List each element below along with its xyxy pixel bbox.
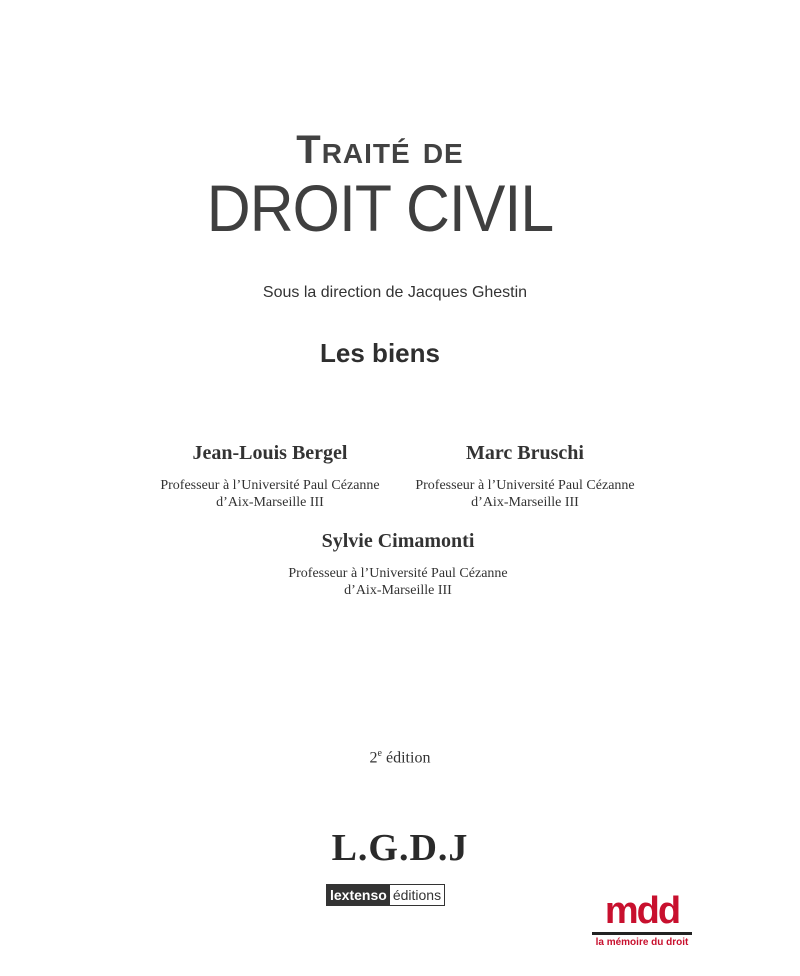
lextenso-logo — [326, 884, 445, 906]
series-title-main: DROIT CIVIL — [206, 171, 554, 245]
series-title-top: Traité de — [296, 128, 464, 172]
author-affiliation: d’Aix-Marseille III — [471, 495, 579, 510]
author-block-1 — [140, 442, 400, 511]
edition-label — [0, 748, 800, 767]
book-title: Les biens — [320, 338, 440, 368]
author-name: Marc Bruschi — [466, 442, 584, 464]
mdd-logo-mark: mdd — [604, 890, 680, 932]
author-name: Sylvie Cimamonti — [321, 530, 475, 552]
mdd-logo — [588, 892, 696, 948]
author-name: Jean-Louis Bergel — [192, 442, 348, 464]
lextenso-logo-part2: éditions — [390, 885, 444, 905]
author-affiliation: Professeur à l’Université Paul Cézanne — [160, 478, 380, 493]
author-affiliation: d’Aix-Marseille III — [344, 583, 452, 598]
mdd-divider — [592, 932, 692, 935]
edition-number: 2 — [369, 749, 378, 767]
author-affiliation: d’Aix-Marseille III — [216, 495, 324, 510]
author-block-2 — [395, 442, 655, 511]
author-block-3 — [268, 530, 528, 599]
author-affiliation: Professeur à l’Université Paul Cézanne — [288, 566, 508, 581]
edition-text: édition — [382, 749, 431, 767]
publisher-logo: L.G.D.J — [331, 827, 469, 869]
direction-line: Sous la direction de Jacques Ghestin — [262, 284, 528, 301]
mdd-tagline: la mémoire du droit — [595, 937, 689, 948]
author-affiliation: Professeur à l’Université Paul Cézanne — [415, 478, 635, 493]
lextenso-logo-part1: lextenso — [327, 885, 390, 905]
edition-suffix: e — [377, 748, 382, 759]
